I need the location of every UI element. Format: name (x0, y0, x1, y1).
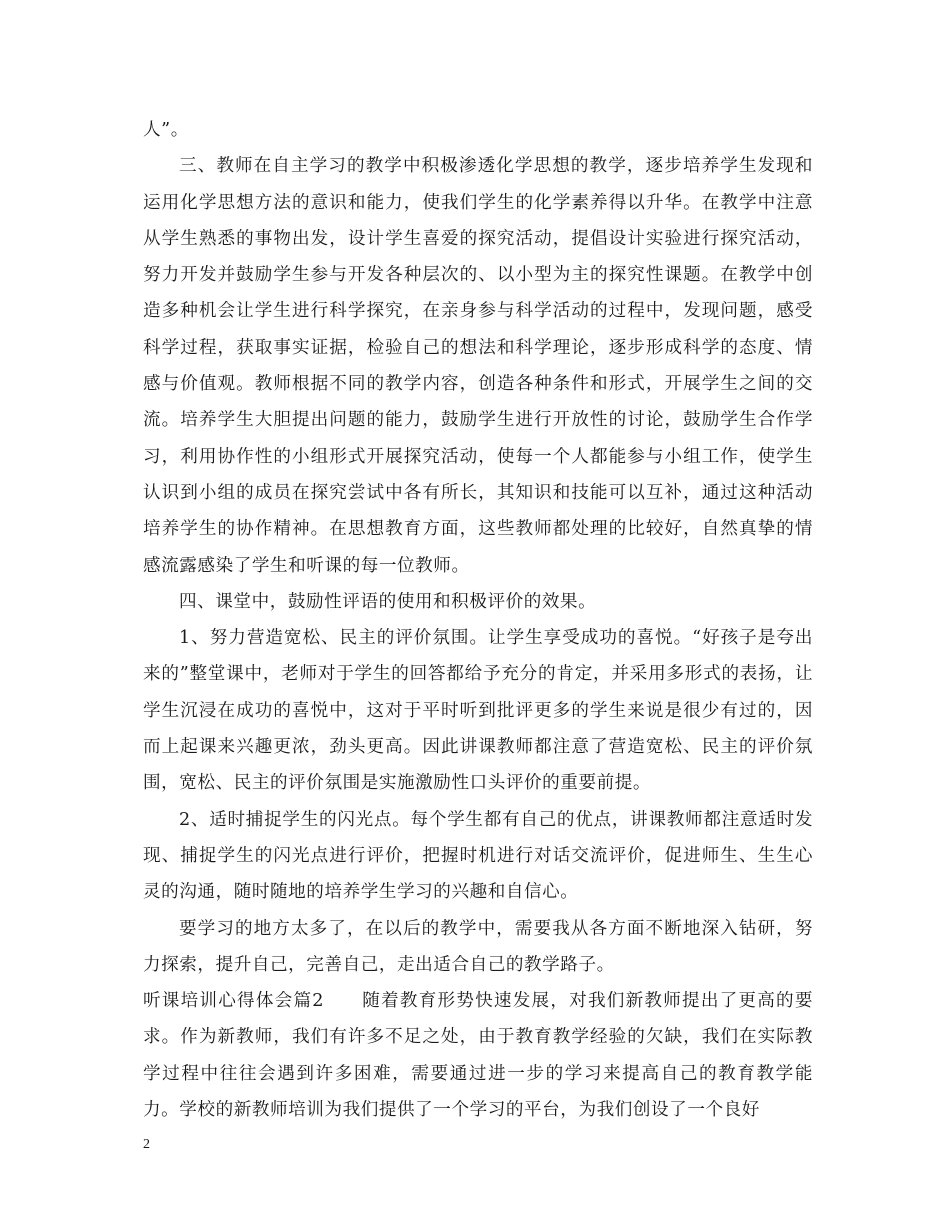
paragraph-conclusion: 要学习的地方太多了，在以后的教学中，需要我从各方面不断地深入钻研，努力探索，提升自己，完善自己，走出适合自己的教学路子。 (143, 918, 813, 975)
paragraph-article-two: 听课培训心得体会篇2 随着教育形势快速发展，对我们新教师提出了更高的要求。作为新教师，我们有许多不足之处，由于教育教学经验的欠缺，我们在实际教学过程中往往会遇到许多困难，需要通过进一步的学习来提高自己的教育教学能力。学校的新教师培训为我们提供了一个学习的平台，为我们创设了一个良好 (143, 991, 813, 1121)
paragraph-section-three: 三、教师在自主学习的教学中积极渗透化学思想的教学，逐步培养学生发现和运用化学思想方法的意识和能力，使我们学生的化学素养得以升华。在教学中注意从学生熟悉的事物出发，设计学生喜爱的探究活动，提倡设计实验进行探究活动，努力开发并鼓励学生参与开发各种层次的、以小型为主的探究性课题。在教学中创造多种机会让学生进行科学探究，在亲身参与科学活动的过程中，发现问题，感受科学过程，获取事实证据，检验自己的想法和科学理论，逐步形成科学的态度、情感与价值观。教师根据不同的教学内容，创造各种条件和形式，开展学生之间的交流。培养学生大胆提出问题的能力，鼓励学生进行开放性的讨论，鼓励学生合作学习，利用协作性的小组形式开展探究活动，使每一个人都能参与小组工作，使学生认识到小组的成员在探究尝试中各有所长，其知识和技能可以互补，通过这种活动培养学生的协作精神。在思想教育方面，这些教师都处理的比较好，自然真挚的情感流露感染了学生和听课的每一位教师。 (143, 156, 813, 576)
page-number: 2 (143, 1137, 150, 1152)
paragraph-section-four-heading: 四、课堂中，鼓励性评语的使用和积极评价的效果。 (179, 591, 597, 612)
paragraph-point-two: 2、适时捕捉学生的闪光点。每个学生都有自己的优点，讲课教师都注意适时发现、捕捉学生的闪光点进行评价，把握时机进行对话交流评价，促进师生、生生心灵的沟通，随时随地的培养学生学习的兴趣和自信心。 (143, 809, 813, 903)
document-body (143, 112, 813, 1128)
paragraph-continuation: 人”。 (143, 120, 189, 140)
paragraph-point-one: 1、努力营造宽松、民主的评价氛围。让学生享受成功的喜悦。“好孩子是夸出来的”整堂课中，老师对于学生的回答都给予充分的肯定，并采用多形式的表扬，让学生沉浸在成功的喜悦中，这对于平时听到批评更多的学生来说是很少有过的，因而上起课来兴趣更浓，劲头更高。因此讲课教师都注意了营造宽松、民主的评价氛围，宽松、民主的评价氛围是实施激励性口头评价的重要前提。 (143, 628, 813, 794)
